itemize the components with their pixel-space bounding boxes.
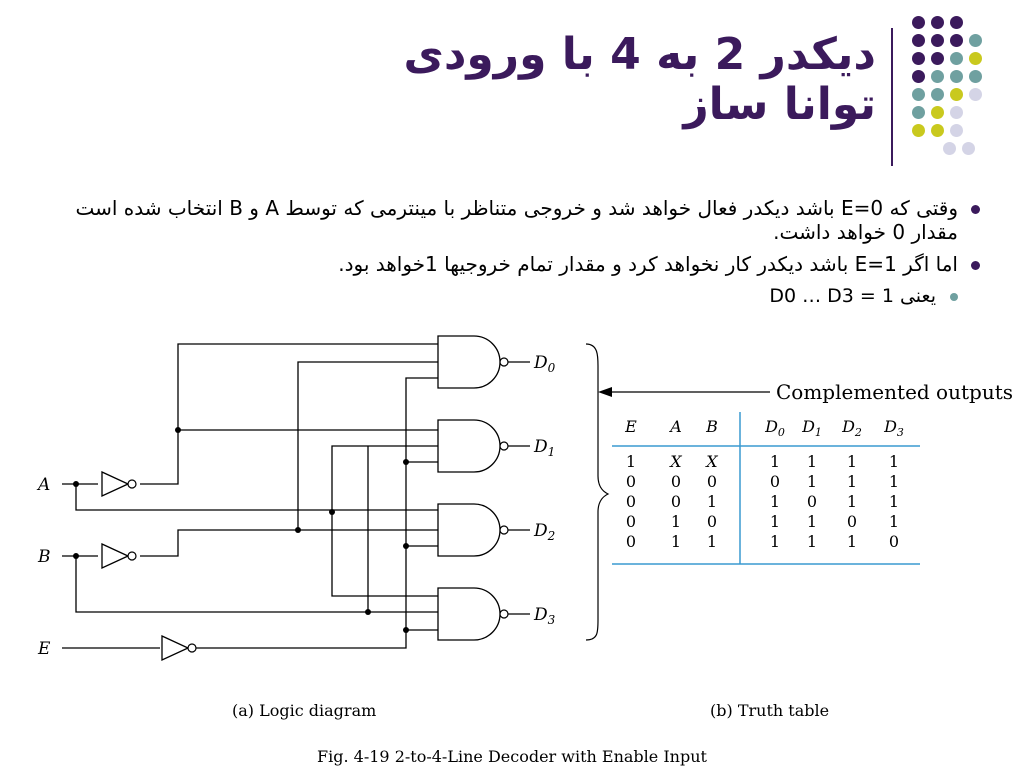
wire-junction xyxy=(295,527,301,533)
output-label-d0: $D_0$ xyxy=(534,353,556,375)
nand-gate-d3 xyxy=(438,588,508,640)
table-cell: 1 xyxy=(806,512,818,531)
table-cell: 1 xyxy=(670,532,682,551)
wire-junction xyxy=(73,481,79,487)
table-cell: 1 xyxy=(806,452,818,471)
slide-title: دیکدر 2 به 4 با ورودی توانا ساز xyxy=(403,29,876,130)
table-cell: 0 xyxy=(769,472,781,491)
table-cell: 0 xyxy=(625,512,637,531)
output-label-d1: $D_1$ xyxy=(534,437,556,459)
wire-b-true xyxy=(76,556,438,612)
output-label-d3: $D_3$ xyxy=(534,605,556,627)
complemented-outputs-label: Complemented outputs xyxy=(776,380,1014,404)
nand-gate-d0 xyxy=(438,336,508,388)
wire-junction xyxy=(403,627,409,633)
table-cell: 1 xyxy=(706,492,718,511)
table-cell: 0 xyxy=(806,492,818,511)
table-cell: X xyxy=(670,452,682,471)
table-header-cell: A xyxy=(670,417,682,436)
figure-caption: Fig. 4-19 2-to-4-Line Decoder with Enable Input xyxy=(317,747,707,766)
output-brace xyxy=(586,344,608,640)
table-cell: 0 xyxy=(888,532,900,551)
table-cell: 1 xyxy=(846,452,858,471)
table-cell: 1 xyxy=(769,492,781,511)
table-cell: 0 xyxy=(706,512,718,531)
table-cell: 0 xyxy=(625,492,637,511)
table-header-cell: $D_0$ xyxy=(765,417,785,439)
wire-junction xyxy=(73,553,79,559)
table-cell: 1 xyxy=(806,472,818,491)
circuit-wires xyxy=(62,344,438,648)
table-cell: 1 xyxy=(670,512,682,531)
table-cell: 0 xyxy=(625,532,637,551)
wire-b-true-to-d1 xyxy=(332,446,438,512)
wire-junction xyxy=(329,509,335,515)
table-header-cell: $D_3$ xyxy=(884,417,904,439)
output-lines xyxy=(508,353,556,627)
table-cell: 1 xyxy=(706,532,718,551)
table-cell: 0 xyxy=(706,472,718,491)
table-cell: X xyxy=(706,452,718,471)
wire-junction xyxy=(403,543,409,549)
table-header-cell: $D_1$ xyxy=(802,417,822,439)
wire-b-complement xyxy=(140,530,438,556)
table-cell: 1 xyxy=(625,452,637,471)
table-header-cell: B xyxy=(706,417,718,436)
wire-e-complement xyxy=(196,378,438,648)
nand-gate-d1 xyxy=(438,420,508,472)
table-cell: 1 xyxy=(769,512,781,531)
table-cell: 1 xyxy=(846,492,858,511)
table-cell: 0 xyxy=(846,512,858,531)
inverter-e xyxy=(162,636,196,660)
table-header-cell: E xyxy=(625,417,637,436)
table-cell: 1 xyxy=(888,492,900,511)
sub-bullet-text: یعنی D0 … D3 = 1 xyxy=(769,285,936,307)
inverter-b xyxy=(102,544,136,568)
table-cell: 1 xyxy=(888,472,900,491)
nand-gate-d2 xyxy=(438,504,508,556)
input-label-a: A xyxy=(38,475,51,495)
wire-junction xyxy=(403,459,409,465)
table-cell: 0 xyxy=(625,472,637,491)
table-cell: 1 xyxy=(769,452,781,471)
input-label-e: E xyxy=(38,639,51,659)
wire-a-complement xyxy=(140,344,438,484)
caption-logic-diagram: (a) Logic diagram xyxy=(232,701,377,720)
bullet-text: اما اگر E=1 باشد دیکدر کار نخواهد کرد و مقدار تمام خروجیها 1خواهد بود. xyxy=(338,252,958,276)
input-label-b: B xyxy=(38,547,51,567)
bullet-text: وقتی که E=0 باشد دیکدر فعال خواهد شد و خروجی متناظر با مینترمی که توسط A و B انتخاب شده است مقدار 0 خواهد داشت. xyxy=(75,196,958,244)
table-cell: 1 xyxy=(888,512,900,531)
wire-junction xyxy=(365,609,371,615)
table-header-cell: $D_2$ xyxy=(842,417,862,439)
wire-junction xyxy=(175,427,181,433)
wire-b-to-d3 xyxy=(332,512,438,596)
arrow-head xyxy=(598,387,612,397)
table-cell: 1 xyxy=(846,532,858,551)
table-cell: 1 xyxy=(769,532,781,551)
caption-truth-table: (b) Truth table xyxy=(710,701,830,720)
table-cell: 1 xyxy=(806,532,818,551)
table-cell: 0 xyxy=(670,492,682,511)
table-cell: 1 xyxy=(888,452,900,471)
table-cell: 0 xyxy=(670,472,682,491)
output-label-d2: $D_2$ xyxy=(534,521,556,543)
truth-table xyxy=(612,412,920,564)
table-cell: 1 xyxy=(846,472,858,491)
inverter-a xyxy=(102,472,136,496)
